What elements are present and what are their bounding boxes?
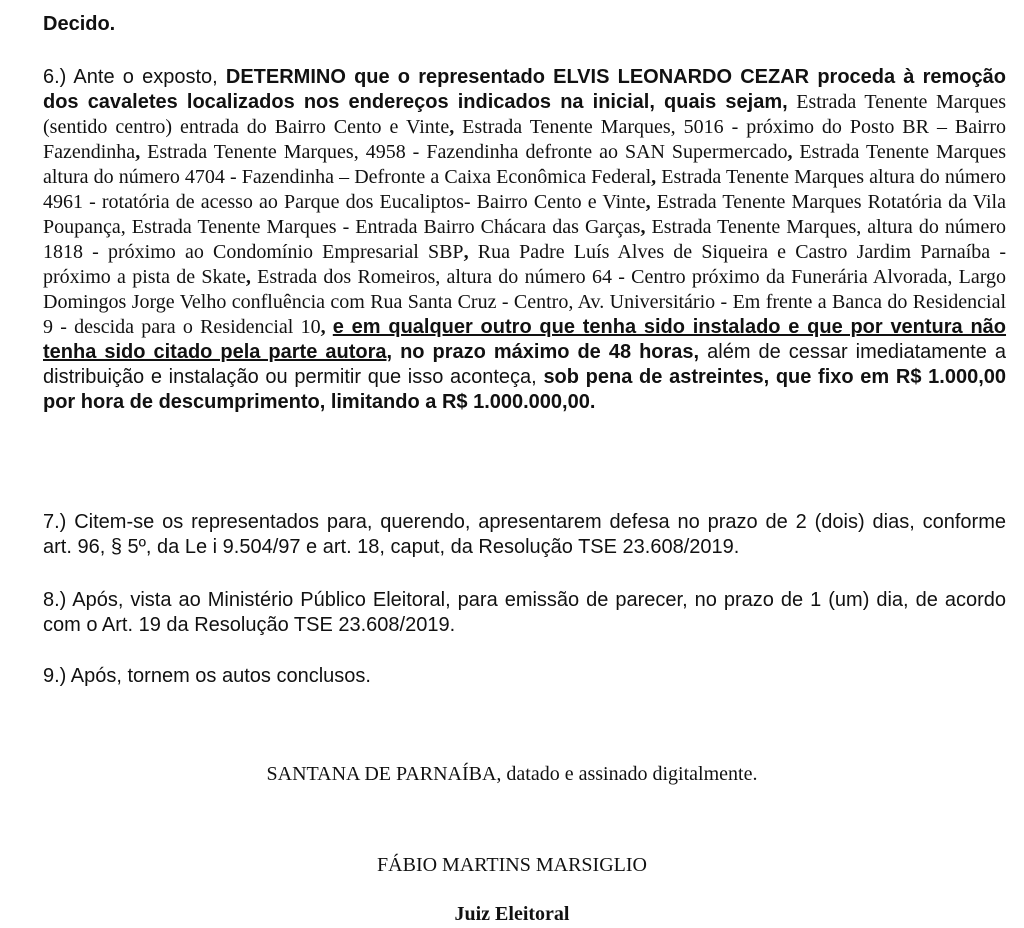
paragraph-7: 7.) Citem-se os representados para, querendo, apresentarem defesa no prazo de 2 (dois) dias, conforme art. 96, § 5º, da Le i 9.504/97 e art. 18, caput, da Resolução TSE 23.608/2019.	[43, 511, 1006, 558]
paragraph-8: 8.) Após, vista ao Ministério Público Eleitoral, para emissão de parecer, no prazo de 1 (um) dia, de acordo com o Art. 19 da Resolução TSE 23.608/2019.	[43, 589, 1006, 636]
p6-intro: 6.) Ante o exposto,	[43, 66, 226, 88]
paragraph-6: 6.) Ante o exposto, DETERMINO que o representado ELVIS LEONARDO CEZAR proceda à remoção dos cavaletes localizados nos endereços indicados na inicial, quais sejam, Estrada Tenente Marques (sentido centro) entrada do Bairro Cento e Vinte, Estrada Tenente Marques, 5016 - próximo do Posto BR – Bairro Fazendinha, Estrada Tenente Marques, 4958 - Fazendinha defronte ao SAN Supermercado, Estrada Tenente Marques altura do número 4704 - Fazendinha – Defronte a Caixa Econômica Federal, Estrada Tenente Marques altura do número 4961 - rotatória de acesso ao Parque dos Eucaliptos- Bairro Cento e Vinte, Estrada Tenente Marques Rotatória da Vila Poupança, Estrada Tenente Marques - Entrada Bairro Chácara das Garças, Estrada Tenente Marques, altura do número 1818 - próximo ao Condomínio Empresarial SBP, Rua Padre Luís Alves de Siqueira e Castro Jardim Parnaíba - próximo a pista de Skate, Estrada dos Romeiros, altura do número 64 - Centro próximo da Funerária Alvorada, Largo Domingos Jorge Velho confluência com Rua Santa Cruz - Centro, Av. Universitário - Em frente a Banca do Residencial 9 - descida para o Residencial 10, e em qualquer outro que tenha sido instalado e que por ventura não tenha sido citado pela parte autora, no prazo máximo de 48 horas, além de cessar imediatamente a distribuição e instalação ou permitir que isso aconteça, sob pena de astreintes, que fixo em R$ 1.000,00 por hora de descumprimento, limitando a R$ 1.000.000,00.	[43, 66, 1007, 413]
place-date-line: SANTANA DE PARNAÍBA, datado e assinado digitalmente.	[266, 763, 758, 785]
p6-deadline: no prazo máximo de 48 horas,	[392, 341, 700, 363]
judge-name: FÁBIO MARTINS MARSIGLIO	[377, 854, 647, 876]
judge-title: Juiz Eleitoral	[454, 903, 570, 925]
decido-heading: Decido.	[43, 13, 116, 35]
paragraph-9: 9.) Após, tornem os autos conclusos.	[43, 665, 371, 687]
p6-underlined-clause: e em qualquer outro que tenha sido instalado e que por ventura não tenha sido citado pela parte autora,	[43, 316, 1007, 363]
p6-penalty: sob pena de astreintes, que fixo em R$ 1.000,00 por hora de descumprimento, limitando a R$ 1.000.000,00.	[43, 366, 1006, 413]
p6-determino: DETERMINO que o representado ELVIS LEONARDO CEZAR proceda à remoção dos cavaletes localizados nos endereços indicados na inicial, quais sejam,	[43, 66, 1006, 113]
